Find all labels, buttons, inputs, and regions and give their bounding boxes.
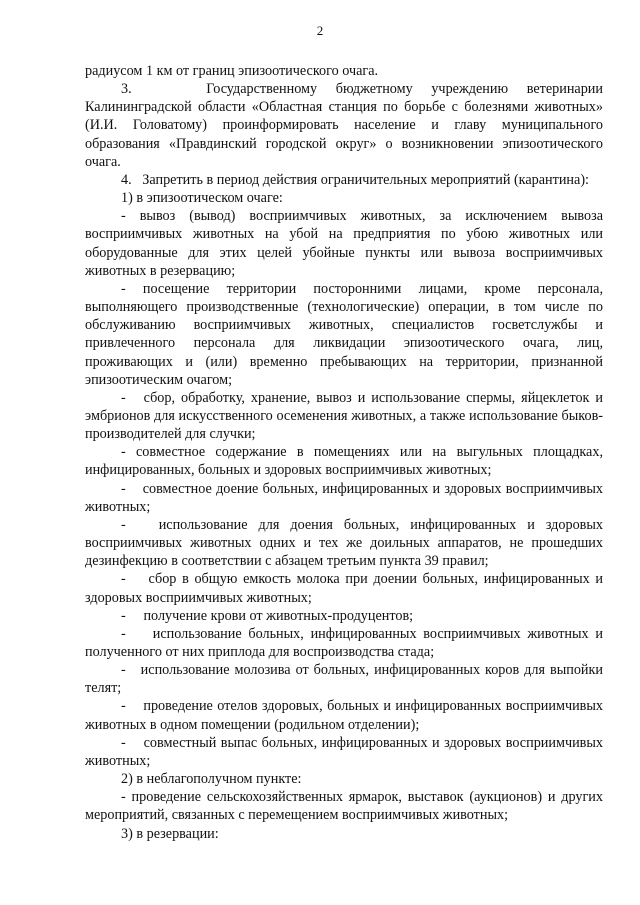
document-body [85, 62, 603, 843]
paragraph: радиусом 1 км от границ эпизоотического очага. [85, 63, 379, 79]
paragraph: - использование молозива от больных, инфицированных коров для выпойки телят; [85, 662, 603, 697]
paragraph: - совместное доение больных, инфицированных и здоровых восприимчивых животных; [85, 480, 603, 515]
paragraph: 1) в эпизоотическом очаге: [121, 190, 283, 207]
paragraph: 4. Запретить в период действия ограничительных мероприятий (карантина): [121, 171, 589, 188]
paragraph: - проведение сельскохозяйственных ярмарок, выставок (аукционов) и других мероприятий, связанных с перемещением восприимчивых животных; [85, 789, 603, 824]
paragraph: - проведение отелов здоровых, больных и инфицированных восприимчивых животных в одном помещении (родильном отделении); [85, 698, 603, 733]
paragraph: 3) в резервации: [121, 825, 219, 842]
paragraph: - сбор, обработку, хранение, вывоз и использование спермы, яйцеклеток и эмбрионов для искусственного осеменения животных, а также использование быков-производителей для случки; [85, 389, 603, 443]
page-number: 2 [316, 23, 324, 38]
paragraph: - посещение территории посторонними лицами, кроме персонала, выполняющего производственные (технологические) операции, в том числе по обслуживанию восприимчивых животных, специалистов госветслужбы и привлеченного персонала для ликвидации эпизоотического очага, лиц, проживающих и (или) временно пребывающих на территории, признанной эпизоотическим очагом; [85, 280, 603, 388]
paragraph: - сбор в общую емкость молока при доении больных, инфицированных и здоровых восприимчивых животных; [85, 571, 603, 606]
paragraph: 2) в неблагополучном пункте: [121, 771, 302, 788]
paragraph: - использование больных, инфицированных восприимчивых животных и полученного от них приплода для воспроизводства стада; [85, 625, 603, 660]
paragraph: - получение крови от животных-продуцентов; [121, 607, 414, 624]
paragraph: - совместный выпас больных, инфицированных и здоровых восприимчивых животных; [85, 734, 603, 769]
paragraph: - использование для доения больных, инфицированных и здоровых восприимчивых животных одних и тех же доильных аппаратов, не прошедших дезинфекцию в соответствии с абзацем третьим пункта 39 правил; [85, 516, 603, 570]
paragraph: - совместное содержание в помещениях или на выгульных площадках, инфицированных, больных и здоровых восприимчивых животных; [85, 444, 603, 479]
paragraph: 3. Государственному бюджетному учреждению ветеринарии Калининградской области «Областная станция по борьбе с болезнями животных» (И.И. Головатому) проинформировать население и главу муниципального образования «Правдинский городской округ» о возникновении эпизоотического очага. [85, 81, 603, 170]
paragraph: - вывоз (вывод) восприимчивых животных, за исключением вывоза восприимчивых животных на убой на предприятия по убою животных или оборудованные для этих целей убойные пункты или вывоза восприимчивых животных в резервацию; [85, 208, 603, 279]
